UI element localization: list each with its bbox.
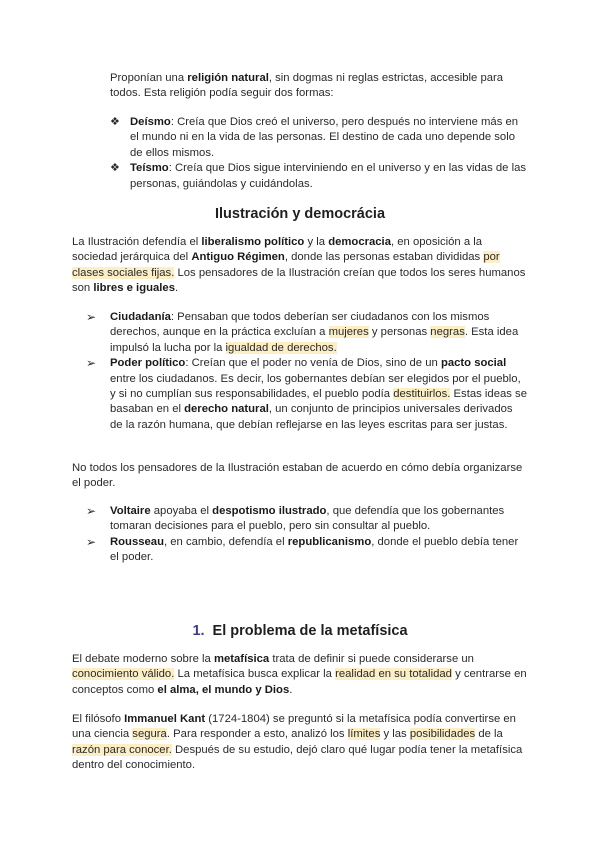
highlighted-text: destituirlos. xyxy=(393,388,451,401)
bold-term: Rousseau xyxy=(110,535,164,548)
arrow-bullet-icon: ➢ xyxy=(86,310,97,324)
text: Los pensadores de la Ilustración creían que todos los seres humanos son xyxy=(72,266,526,295)
text: trata de definir si puede considerarse un xyxy=(269,653,474,665)
highlighted-text: razón para conocer. xyxy=(72,743,172,756)
paragraph-kant xyxy=(72,712,528,774)
text: y personas xyxy=(368,326,431,339)
religion-forms-list xyxy=(110,115,528,192)
highlighted-text: segura xyxy=(132,728,167,741)
diamond-bullet-icon: ❖ xyxy=(110,116,120,128)
arrow-bullet-icon: ➢ xyxy=(86,504,97,518)
democracy-ideas-list xyxy=(86,310,528,433)
section-heading: Ilustración y democrácia xyxy=(214,206,386,222)
bold-term: el alma, el mundo y Dios xyxy=(157,683,290,696)
bold-term: Teísmo xyxy=(130,162,169,175)
list-item-teismo xyxy=(110,161,528,192)
diamond-bullet-icon: ❖ xyxy=(110,162,120,175)
text: . Esta idea impulsó la lucha por la xyxy=(110,326,519,354)
text: apoyaba el xyxy=(150,505,213,517)
text: : Creía que Dios sigue interviniendo en el universo y en las vidas de las personas, guiándolas y cuidándolas. xyxy=(130,162,527,190)
list-item-deismo xyxy=(110,115,528,161)
text: El filósofo xyxy=(72,713,125,725)
text: Después de su estudio, dejó claro qué lugar podía tener la metafísica dentro del conocimiento. xyxy=(72,743,523,772)
bold-term: metafísica xyxy=(213,653,270,665)
text: . xyxy=(175,282,179,295)
bold-term: republicanismo xyxy=(287,535,372,548)
text: de la xyxy=(475,728,503,741)
text: , en cambio, defendía el xyxy=(164,535,288,548)
text: Estas ideas se basaban en el xyxy=(110,388,527,416)
text: . xyxy=(289,683,293,696)
text: : Pensaban que todos deberían ser ciudadanos con los mismos derechos, aunque en la práctica excluían a xyxy=(110,311,490,339)
paragraph-metafisica xyxy=(72,652,528,698)
highlighted-text: posibilidades xyxy=(409,728,476,741)
text: : Creía que Dios creó el universo, pero después no interviene más en el mundo ni en la vida de las personas. El destino de cada uno depende solo de ellos mismos. xyxy=(130,116,519,159)
list-item-rousseau xyxy=(86,535,528,566)
text: . Para responder a esto, analizó los xyxy=(166,728,348,741)
bold-term: democracia xyxy=(328,236,391,248)
text: y centrarse en conceptos como xyxy=(72,668,527,696)
text: Proponían una xyxy=(110,72,188,84)
bold-term: libres e iguales xyxy=(93,282,175,295)
bold-term: despotismo ilustrado xyxy=(212,505,327,517)
text: , que defendía que los gobernantes tomaran decisiones para el pueblo, pero sin consultar al pueblo. xyxy=(110,505,505,533)
text: y las xyxy=(380,728,410,741)
highlighted-text: límites xyxy=(347,728,381,741)
bold-term: Deísmo xyxy=(130,116,171,128)
section-title: El problema de la metafísica xyxy=(212,623,408,639)
highlighted-text: conocimiento válido. xyxy=(72,668,175,681)
numbered-section-heading xyxy=(0,622,600,640)
bold-term: Antiguo Régimen xyxy=(191,251,285,264)
intro-paragraph xyxy=(110,71,524,102)
text: , donde el pueblo debía tener el poder. xyxy=(110,535,519,564)
text: , donde las personas estaban divididas xyxy=(284,251,484,264)
highlighted-text: igualdad de derechos. xyxy=(225,341,337,354)
arrow-bullet-icon: ➢ xyxy=(86,534,97,549)
list-item-voltaire xyxy=(86,504,528,535)
text: : Creían que el poder no venía de Dios, sino de un xyxy=(185,357,441,370)
highlighted-text: negras xyxy=(430,326,465,339)
text: , en oposición a la sociedad jerárquica del xyxy=(72,236,483,264)
text: La metafísica busca explicar la xyxy=(174,668,336,681)
text: La Ilustración defendía el xyxy=(72,236,202,248)
text: y la xyxy=(304,236,329,248)
bold-term: Immanuel Kant xyxy=(124,713,206,725)
highlighted-text: mujeres xyxy=(328,326,369,339)
highlighted-text: realidad en su totalidad xyxy=(335,668,452,681)
paragraph-organizacion-poder: No todos los pensadores de la Ilustración estaban de acuerdo en cómo debía organizarse el poder. xyxy=(72,462,523,490)
bold-term: derecho natural xyxy=(184,403,269,416)
bold-term: pacto social xyxy=(440,357,507,370)
arrow-bullet-icon: ➢ xyxy=(86,356,97,371)
list-item-ciudadania xyxy=(86,310,528,356)
bold-term: religión natural xyxy=(187,72,269,84)
section-number: 1. xyxy=(192,623,205,639)
text: entre los ciudadanos. Es decir, los gobernantes debían ser elegidos por el pueblo, y si no cumplían sus responsabilidades, el pueblo podía xyxy=(110,372,521,401)
text: (1724-1804) se preguntó si la metafísica podía convertirse en una ciencia xyxy=(72,713,516,741)
text: , sin dogmas ni reglas estrictas, accesible para todos. Esta religión podía seguir dos formas: xyxy=(110,72,504,100)
bold-term: liberalismo político xyxy=(201,236,305,248)
bold-term: Poder político xyxy=(110,357,186,370)
text: El debate moderno sobre la xyxy=(72,653,214,665)
list-item-poder-politico xyxy=(86,356,528,433)
text: , un conjunto de principios universales derivados de la razón humana, que debían reflejarse en las leyes escritas para ser justas. xyxy=(110,403,513,431)
thinkers-list xyxy=(86,504,528,566)
highlighted-text: por clases sociales fijas. xyxy=(72,251,500,279)
bold-term: Voltaire xyxy=(110,505,151,517)
bold-term: Ciudadanía xyxy=(110,311,171,323)
paragraph-ilustracion xyxy=(72,235,528,297)
